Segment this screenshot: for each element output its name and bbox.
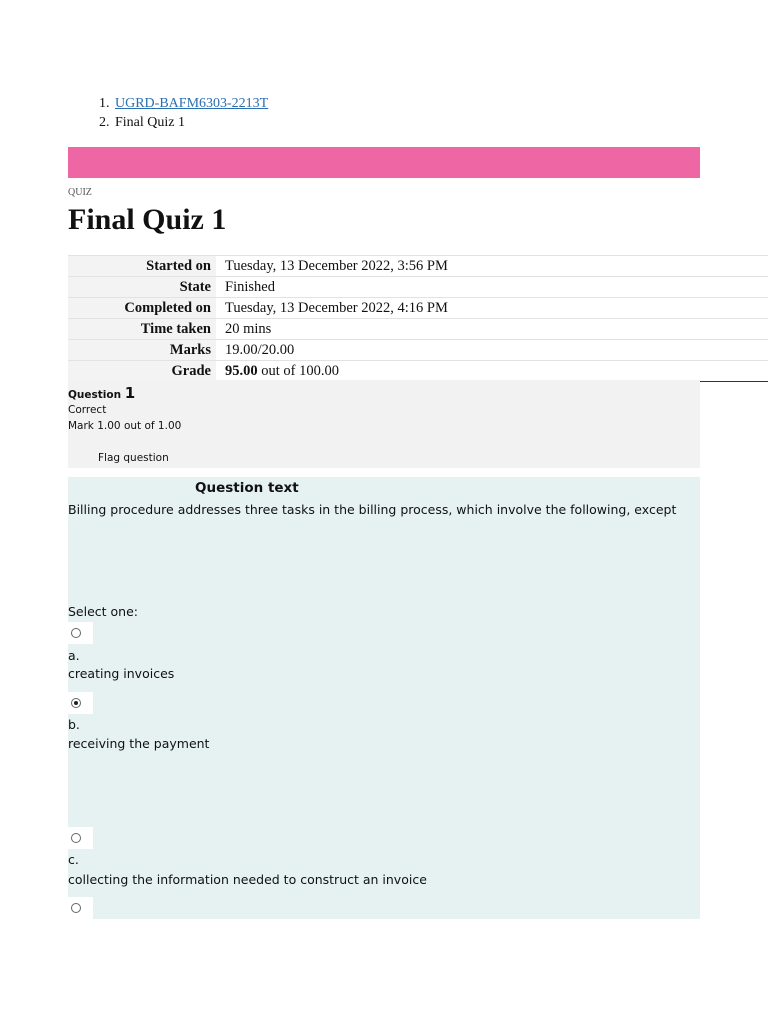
summary-label: Marks xyxy=(68,340,216,361)
breadcrumb-item-current: 2. Final Quiz 1 xyxy=(113,113,268,132)
question-mark: Mark 1.00 out of 1.00 xyxy=(68,420,182,432)
radio-button-icon[interactable] xyxy=(71,833,81,843)
summary-row-time-taken xyxy=(68,319,768,340)
summary-value: 20 mins xyxy=(216,319,768,340)
breadcrumb-course-link[interactable]: UGRD-BAFM6303-2213T xyxy=(115,96,269,111)
page-kicker: QUIZ xyxy=(68,187,92,198)
option-b-text[interactable]: receiving the payment xyxy=(68,736,210,751)
summary-label: Started on xyxy=(68,256,216,277)
summary-value: Tuesday, 13 December 2022, 4:16 PM xyxy=(216,298,768,319)
radio-button-selected-icon[interactable] xyxy=(71,698,81,708)
question-body xyxy=(68,477,700,919)
summary-row-completed xyxy=(68,298,768,319)
question-info-panel xyxy=(68,380,700,468)
summary-row-grade xyxy=(68,361,768,382)
summary-value: Tuesday, 13 December 2022, 3:56 PM xyxy=(216,256,768,277)
question-text: Billing procedure addresses three tasks in the billing process, which involve the following, except xyxy=(68,502,677,517)
breadcrumb-item-course xyxy=(113,94,268,113)
question-prefix: Question xyxy=(68,389,125,401)
option-a-radio-box[interactable] xyxy=(68,622,93,644)
summary-label: Completed on xyxy=(68,298,216,319)
option-b-letter: b. xyxy=(68,717,80,732)
option-a-letter: a. xyxy=(68,648,80,663)
radio-button-icon[interactable] xyxy=(71,628,81,638)
option-a-text[interactable]: creating invoices xyxy=(68,666,175,681)
page-banner xyxy=(68,147,700,178)
flag-question-link[interactable]: Flag question xyxy=(98,452,169,464)
summary-label: Grade xyxy=(68,361,216,382)
summary-row-marks xyxy=(68,340,768,361)
summary-value: 19.00/20.00 xyxy=(216,340,768,361)
breadcrumb xyxy=(90,94,268,132)
option-c-text[interactable]: collecting the information needed to construct an invoice xyxy=(68,872,427,887)
summary-value: Finished xyxy=(216,277,768,298)
quiz-summary-table xyxy=(68,255,768,382)
question-number: 1 xyxy=(124,384,136,402)
option-d-radio-box[interactable] xyxy=(68,897,93,919)
summary-label: State xyxy=(68,277,216,298)
question-text-heading: Question text xyxy=(195,480,299,496)
grade-value: 95.00 xyxy=(225,362,258,379)
summary-row-started xyxy=(68,256,768,277)
summary-value xyxy=(216,361,768,382)
question-state: Correct xyxy=(68,404,107,416)
page-title: Final Quiz 1 xyxy=(68,203,227,236)
question-heading xyxy=(68,384,135,402)
select-one-prompt: Select one: xyxy=(68,604,139,619)
option-b-radio-box[interactable] xyxy=(68,692,93,714)
grade-out-of: out of 100.00 xyxy=(257,362,339,379)
radio-button-icon[interactable] xyxy=(71,903,81,913)
option-c-radio-box[interactable] xyxy=(68,827,93,849)
summary-row-state xyxy=(68,277,768,298)
option-c-letter: c. xyxy=(68,852,79,867)
summary-label: Time taken xyxy=(68,319,216,340)
